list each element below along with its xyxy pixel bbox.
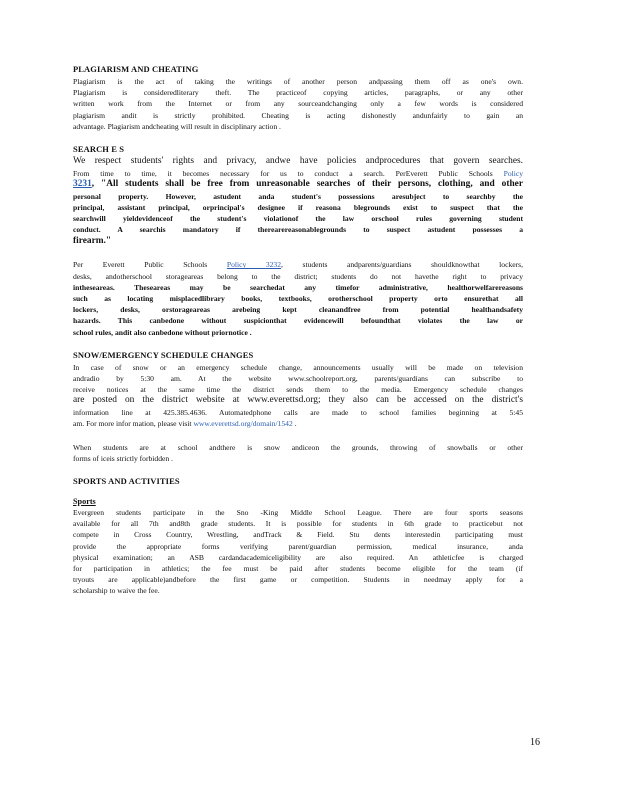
policy-3232-link[interactable]: Policy 3232: [226, 260, 282, 270]
section-heading-plagiarism: PLAGIARISM AND CHEATING: [73, 64, 199, 74]
paragraph-line: lockers, desks, orstorageareas arebeing kept cleanandfree from potential healthandsafety: [73, 305, 523, 315]
paragraph-line: [73, 168, 523, 179]
policy-3231-link-part[interactable]: Policy: [503, 168, 524, 178]
paragraph-line: intheseareas. Theseareas may be searchedat any timefor administrative, healthorwelfarereasons: [73, 282, 523, 292]
paragraph-line: advantage. Plagiarism andcheating will result in disciplinary action .: [73, 121, 281, 131]
paragraph-line: information line at 425.385.4636. Automatedphone calls are made to school families beginning at 5:45: [73, 408, 523, 418]
paragraph-line: andradio by 5:30 am. At the website www.schoolreport.org, parents/guardians can subscribe to: [73, 374, 523, 384]
paragraph-line: for participation in athletics; the fee must be paid after students become eligible for the team (if: [73, 564, 523, 574]
paragraph-text: am. For more infor mation, please visit: [73, 419, 192, 429]
paragraph-line: [73, 418, 523, 429]
paragraph-line: Plagiarism is the act of taking the writings of another person andpassing them off as one's own.: [73, 77, 523, 86]
paragraph-text: , students andparents/guardians shouldknowthat lockers,: [281, 260, 524, 270]
policy-3231-link[interactable]: 3231: [73, 179, 92, 190]
paragraph-line: firearm.": [73, 235, 112, 246]
paragraph-line: provide the appropriate forms verifying parent/guardian permission, medical insurance, anda: [73, 541, 523, 551]
page-content: [73, 64, 523, 597]
paragraph-line: personal property. However, astudent anda student's possessions aresubject to searchby the: [73, 191, 523, 201]
paragraph-line: Evergreen students participate in the Sno -King Middle School League. There are four sports seasons: [73, 508, 523, 518]
paragraph-line: searchwill yieldevidenceof the student's violationof the law orschool rules governing student: [73, 214, 523, 224]
paragraph-line: physical examination; an ASB cardandacademiceligibility are also required. An athleticfee is charged: [73, 552, 523, 562]
section-heading-snow: SNOW/EMERGENCY SCHEDULE CHANGES: [73, 349, 254, 360]
paragraph-line: [73, 259, 523, 270]
paragraph-text: From time to time, it becomes necessary for us to conduct a search. PerEverett Public Schools: [73, 168, 493, 178]
paragraph-line: Plagiarism is consideredliterary theft. The practiceof copying articles, paragraphs, or any other: [73, 88, 523, 98]
paragraph-line: scholarship to waive the fee.: [73, 586, 160, 596]
paragraph-line: are posted on the district website at www.everettsd.org; they also can be accessed on the district's: [73, 395, 523, 406]
paragraph-line: forms of iceis strictly forbidden .: [73, 453, 173, 463]
paragraph-line: When students are at school andthere is snow andiceon the grounds, throwing of snowballs or other: [73, 442, 523, 452]
paragraph-line: principal, assistant principal, orprincipal's designee if reasona blegrounds exist to suspect that the: [73, 203, 523, 213]
paragraph-line: written work from the Internet or from any sourceandchanging only a few words is considered: [73, 99, 523, 109]
paragraph-line: [73, 179, 523, 191]
paragraph-line: In case of snow or an emergency schedule change, announcements usually will be made on television: [73, 362, 523, 372]
paragraph-line: tryouts are applicable)andbefore the first game or competition. Students in needmay apply for a: [73, 575, 523, 585]
section-heading-searches: SEARCH E S: [73, 144, 125, 155]
paragraph-line: We respect students' rights and privacy, andwe have policies andprocedures that govern searches.: [73, 156, 523, 167]
paragraph-line: such as locating misplacedlibrary books, textbooks, orotherschool property orto ensurethat all: [73, 294, 523, 304]
paragraph-line: hazards. This canbedone without suspicionthat evidencewill befoundthat violates the law or: [73, 316, 523, 326]
subheading-sports: Sports: [73, 497, 96, 507]
paragraph-text: .: [294, 419, 297, 429]
page-number: 16: [530, 737, 540, 748]
paragraph-text: Per Everett Public Schools: [73, 260, 208, 270]
paragraph-line: plagiarism andit is strictly prohibited. Cheating is acting dishonestly andunfairly to gain an: [73, 110, 523, 120]
domain-1542-link[interactable]: www.everettsd.org/domain/1542: [193, 419, 293, 429]
paragraph-line: receive notices at the same time the district sends them to the media. Emergency schedule changes: [73, 385, 523, 395]
section-heading-sports: SPORTS AND ACTIVITIES: [73, 476, 180, 487]
paragraph-line: conduct. A searchis mandatory if therearereasonablegrounds to suspect astudent possesses a: [73, 225, 523, 235]
paragraph-line: desks, andotherschool storageareas belong to the district; students do not havethe right to privacy: [73, 271, 523, 281]
paragraph-line: available for all 7th and8th grade students. It is possible for students in 6th grade to practicebut not: [73, 519, 523, 529]
paragraph-line: compete in Cross Country, Wrestling, andTrack & Field. Stu dents interestedin participating must: [73, 530, 523, 540]
quote-text: , "All students shall be free from unreasonable searches of their persons, clothing, and other: [91, 179, 523, 190]
paragraph-line: school rules, andit also canbedone without priornotice .: [73, 327, 252, 337]
